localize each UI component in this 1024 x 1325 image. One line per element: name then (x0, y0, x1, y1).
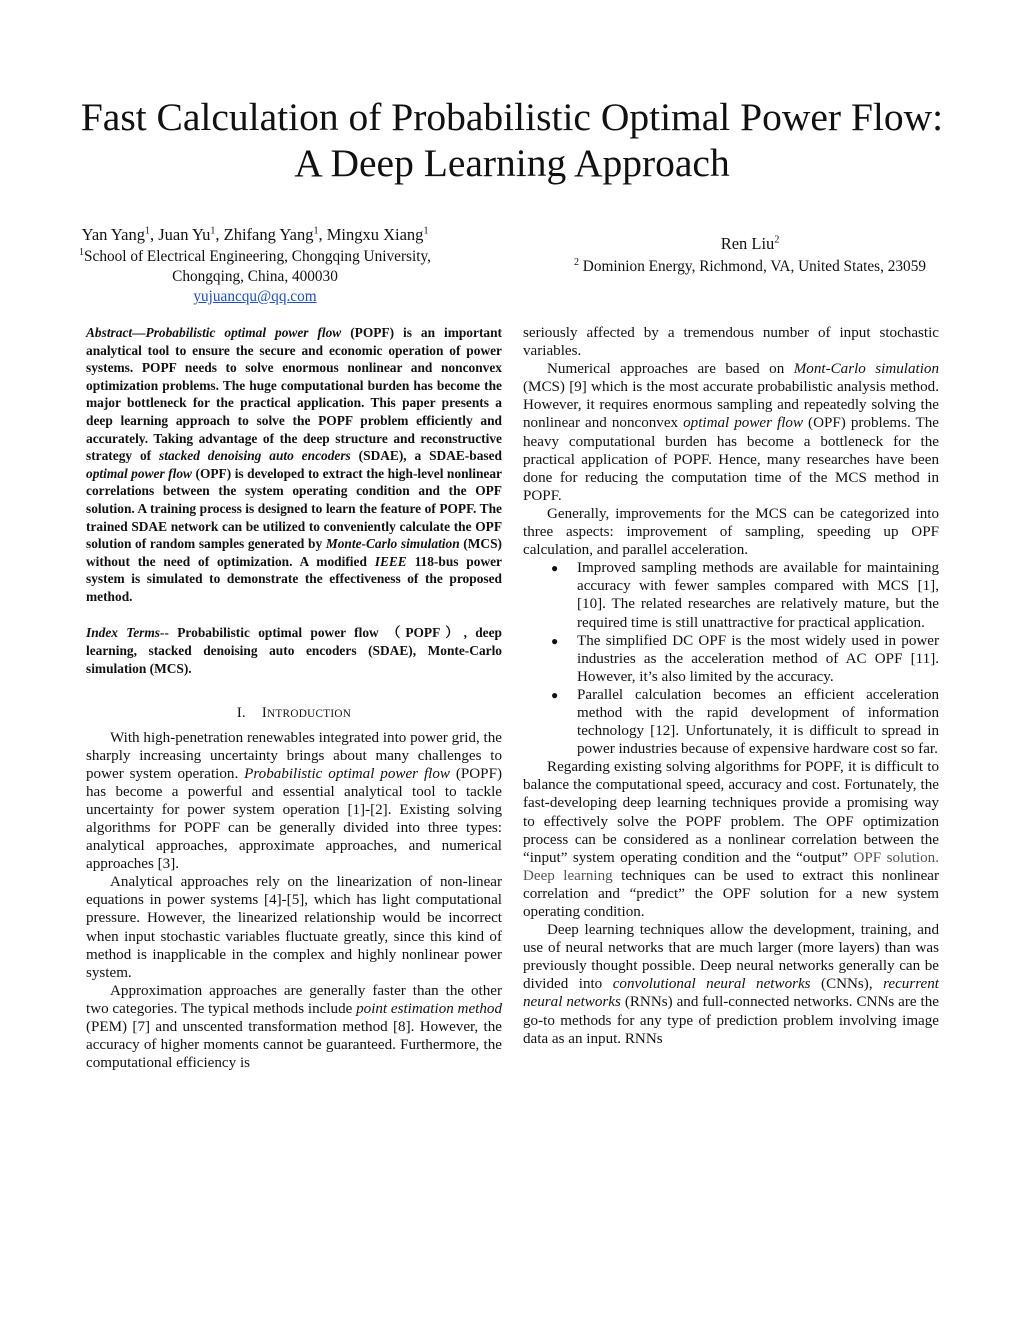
abstract-italic: IEEE (374, 553, 407, 569)
paper-title (40, 94, 984, 186)
text-run: Numerical approaches are based on (547, 361, 794, 378)
right-column (523, 324, 939, 1048)
text-italic: optimal power flow (683, 415, 804, 432)
text-italic: recurrent neural networks (523, 976, 939, 1011)
author-list-left (60, 224, 450, 246)
introduction-right-text (523, 324, 939, 1048)
text-run: OPF solution. Deep learning (523, 849, 939, 884)
text-run: (OPF) problems. The heavy computational burden has become a bottleneck for the practical application of POPF. Hence, many researches have been done for reducing the computation time of the MCS method in POPF. (523, 415, 940, 504)
abstract-text: (SDAE), a SDAE-based (350, 448, 503, 464)
list-item (523, 559, 939, 631)
author-name: Mingxu Xiang (326, 225, 424, 244)
institution-line-2: Chongqing, China, 400030 (172, 268, 338, 285)
abstract-text: (POPF) is an important analytical tool to ensure the secure and economic operation of power systems. POPF needs to solve enormous nonlinear and nonconvex optimization problems. The huge computational burden has become the major bottleneck for the practical application. This paper presents a deep learning approach to solve the POPF problem efficiently and accurately. Taking advantage of the deep structure and reconstructive strategy of (86, 325, 503, 464)
author-sup: 2 (774, 234, 780, 246)
institution-sup: 1 (79, 246, 85, 258)
text-italic: convolutional neural networks (612, 976, 811, 993)
body-paragraph: seriously affected by a tremendous number of input stochastic variables. (523, 325, 939, 360)
text-italic: Mont-Carlo simulation (793, 361, 939, 378)
body-paragraph (523, 758, 939, 921)
author-sup: 1 (313, 225, 319, 237)
text-run: (POPF) has become a powerful and essential analytical tool to tackle uncertainty for power system operation [1]-[2]. Existing solving algorithms for POPF can be generally divided into three types: analytical approaches, approximate approaches, and numerical approaches [3]. (86, 765, 502, 873)
index-terms-label: Index Terms-- (86, 624, 169, 640)
affiliation-left (60, 224, 450, 307)
list-item-text: The simplified DC OPF is the most widely used in power industries as the acceleration method of AC OPF [11]. However, it’s also limited by the accuracy. (577, 632, 939, 685)
text-italic: Probabilistic optimal power flow (244, 765, 450, 782)
institution-line (524, 257, 976, 277)
abstract (86, 324, 502, 606)
bullet-list (523, 559, 939, 758)
author-name: Yan Yang (81, 225, 146, 244)
author-name: Ren Liu (720, 234, 775, 253)
body-paragraph (86, 982, 502, 1072)
abstract-italic: Monte-Carlo simulation (325, 536, 460, 552)
body-paragraph: Generally, improvements for the MCS can be categorized into three aspects: improvement of sampling, speeding up OPF calculation, and parallel acceleration. (523, 505, 939, 559)
section-title-initial: I (261, 704, 268, 721)
abstract-text: (MCS) without the need of optimization. A modified (86, 536, 502, 569)
bullet-icon: ● (551, 561, 559, 576)
left-column (86, 324, 502, 1072)
text-run: techniques can be used to extract this nonlinear correlation and “predict” the OPF solution for a new system operating condition. (523, 867, 940, 920)
institution-line-1 (60, 247, 450, 267)
abstract-italic: stacked denoising auto encoders (159, 448, 351, 464)
institution-sup: 2 (573, 256, 579, 268)
list-item (523, 686, 939, 758)
author-separator: , (215, 225, 224, 244)
body-paragraph: Analytical approaches rely on the linearization of non-linear equations in power systems [4]-[5], which has light computational pressure. However, the linearized relationship would be incorrect when input stochastic variables fluctuate greatly, since this kind of method is inapplicable in the complex and highly nonlinear power system. (86, 874, 502, 981)
list-item-text: Parallel calculation becomes an efficient acceleration method with the rapid development of information technology [12]. Unfortunately, it is difficult to spread in power industries because of expensive hardware cost so far. (577, 686, 939, 758)
title-line-2: A Deep Learning Approach (294, 141, 730, 185)
abstract-label: Abstract—Probabilistic optimal power flow (86, 325, 342, 340)
author-sup: 1 (423, 225, 429, 237)
institution-text: School of Electrical Engineering, Chongqing University, (84, 248, 431, 265)
text-run: Approximation approaches are generally faster than the other two categories. The typical methods include (86, 982, 502, 1017)
text-run: Deep learning techniques allow the development, training, and use of neural networks that are much larger (more layers) than was previously thought possible. Deep neural networks generally can be divided into (523, 922, 939, 993)
text-run: (MCS) [9] which is the most accurate probabilistic analysis method. However, it requires enormous sampling and repeatedly solving the nonlinear and nonconvex (523, 379, 939, 432)
text-run: (CNNs), (810, 976, 884, 993)
author-separator: , (150, 225, 159, 244)
bullet-icon: ● (551, 633, 559, 648)
email-link[interactable]: yujuancqu@qq.com (193, 288, 317, 305)
author-name: Juan Yu (158, 225, 211, 244)
text-run: (PEM) [7] and unscented transformation method [8]. However, the accuracy of higher moments cannot be guaranteed. Furthermore, the computational efficiency is (86, 1019, 502, 1072)
section-number: I. (236, 704, 246, 721)
introduction-left-text (86, 729, 502, 1073)
body-paragraph (523, 921, 939, 1048)
abstract-text: (OPF) is developed to extract the high-level nonlinear correlations between the system operating condition and the OPF solution. A training process is designed to learn the feature of POPF. The trained SDAE network can be utilized to conveniently calculate the OPF solution of random samples generated by (86, 465, 502, 552)
text-run: Regarding existing solving algorithms for POPF, it is difficult to balance the computational speed, accuracy and cost. Fortunately, the fast-developing deep learning techniques provide a promising way to effectively solve the POPF problem. The OPF optimization process can be considered as a nonlinear correlation between the “input” system operating condition and the “output” (523, 759, 939, 866)
institution-text: Dominion Energy, Richmond, VA, United States, 23059 (578, 258, 926, 275)
list-item-text: Improved sampling methods are available for maintaining accuracy with fewer samples compared with MCS [1], [10]. The related researches are relatively mature, but the required time is still unattractive for practical application. (577, 560, 939, 631)
author-sup: 1 (145, 225, 151, 237)
body-paragraph (86, 729, 502, 874)
section-heading-introduction (86, 705, 502, 722)
body-paragraph (523, 360, 939, 505)
section-title-rest: NTRODUCTION (267, 707, 352, 720)
text-run: With high-penetration renewables integrated into power grid, the sharply increasing uncertainty brings about many challenges to power system operation. (86, 729, 502, 782)
author-separator: , (318, 225, 327, 244)
author-sup: 1 (210, 225, 216, 237)
title-line-1: Fast Calculation of Probabilistic Optimal Power Flow: (80, 95, 944, 139)
bullet-icon: ● (551, 687, 559, 702)
author-name: Zhifang Yang (223, 225, 314, 244)
index-terms-text: Probabilistic optimal power flow （POPF）, deep learning, stacked denoising auto encoders (SDAE), Monte-Carlo simulation (MCS). (86, 624, 502, 676)
text-run: (RNNs) and full-connected networks. CNNs are the go-to methods for any type of prediction problem involving image data as an input. RNNs (523, 994, 939, 1047)
affiliation-right (524, 233, 976, 277)
abstract-text: 118-bus power system is simulated to demonstrate the effectiveness of the proposed method. (86, 553, 503, 604)
text-italic: point estimation method (356, 1000, 502, 1017)
index-terms (86, 624, 502, 678)
section-title (262, 705, 351, 721)
author-list-right (524, 233, 976, 255)
abstract-paragraph (86, 324, 502, 606)
list-item (523, 632, 939, 686)
abstract-italic: optimal power flow (86, 465, 192, 481)
